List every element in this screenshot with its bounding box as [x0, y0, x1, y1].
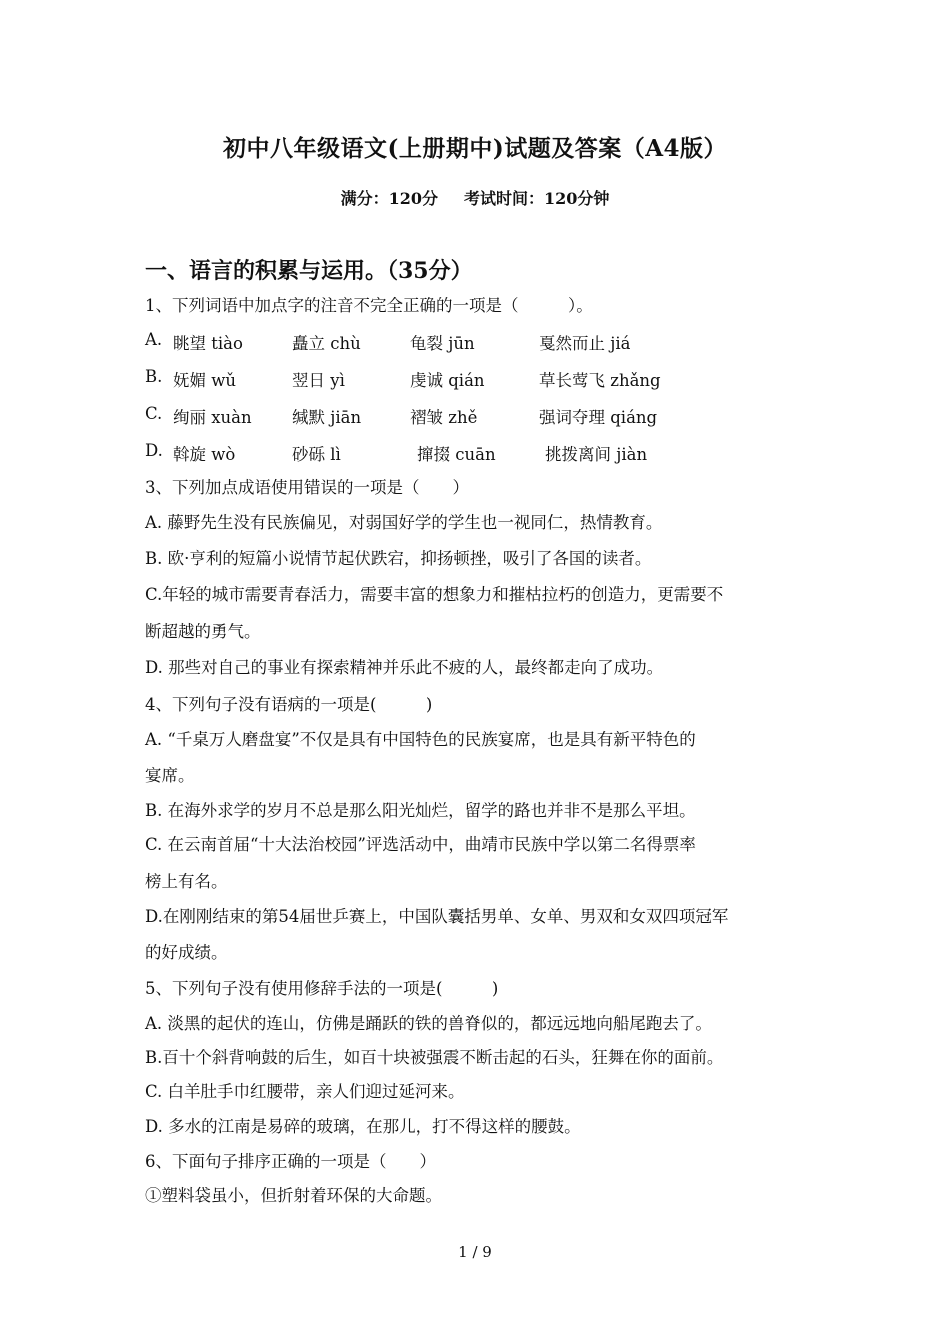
- q5-option-c: C. 白羊肚手巾红腰带，亲人们迎过延河来。: [145, 1082, 465, 1101]
- q4-option-a-line1: A. “千桌万人磨盘宴”不仅是具有中国特色的民族宴席，也是具有新平特色的: [145, 730, 696, 749]
- q4-stem: 4、下列句子没有语病的一项是( ): [145, 695, 433, 714]
- option-item: 矗立 chù: [292, 334, 361, 353]
- option-letter: B.: [145, 367, 163, 386]
- q5-option-d: D. 多水的江南是易碎的玻璃，在那儿，打不得这样的腰鼓。: [145, 1117, 581, 1136]
- q5-option-b: B.百十个斜背响鼓的后生，如百十块被强震不断击起的石头，狂舞在你的面前。: [145, 1048, 724, 1067]
- option-item: 撺掇 cuān: [417, 445, 496, 464]
- q3-stem: 3、下列加点成语使用错误的一项是（ ）: [145, 478, 469, 497]
- q3-option-c-line1: C.年轻的城市需要青春活力，需要丰富的想象力和摧枯拉朽的创造力，更需要不: [145, 585, 724, 604]
- q4-option-d-line2: 的好成绩。: [145, 943, 228, 962]
- option-item: 缄默 jiān: [292, 408, 362, 427]
- option-item: 翌日 yì: [292, 371, 345, 390]
- option-item: 虔诚 qián: [410, 371, 485, 390]
- page-number: 1 / 9: [458, 1243, 492, 1261]
- option-letter: A.: [145, 330, 163, 349]
- option-item: 眺望 tiào: [173, 334, 243, 353]
- q4-option-c-line2: 榜上有名。: [145, 872, 228, 891]
- q4-option-b: B. 在海外求学的岁月不总是那么阳光灿烂，留学的路也并非不是那么平坦。: [145, 801, 696, 820]
- exam-info: [0, 186, 950, 209]
- q1-option-b: [145, 367, 810, 393]
- q4-option-c-line1: C. 在云南首届“十大法治校园”评选活动中，曲靖市民族中学以第二名得票率: [145, 835, 696, 854]
- option-item: 挑拨离间 jiàn: [545, 445, 648, 464]
- option-item: 龟裂 jūn: [410, 334, 475, 353]
- q1-option-a: [145, 330, 810, 356]
- option-item: 草长莺飞 zhǎng: [539, 371, 661, 390]
- q6-item-1: ①塑料袋虽小，但折射着环保的大命题。: [145, 1186, 442, 1205]
- q1-option-c: [145, 404, 810, 430]
- option-item: 强词夺理 qiáng: [539, 408, 658, 427]
- q4-option-a-line2: 宴席。: [145, 766, 195, 785]
- q6-stem: 6、下面句子排序正确的一项是（ ）: [145, 1152, 436, 1171]
- page-title: 初中八年级语文(上册期中)试题及答案（A4版）: [222, 135, 728, 162]
- q1-option-d: [145, 441, 810, 467]
- option-item: 妩媚 wǔ: [173, 371, 236, 390]
- q3-option-d: D. 那些对自己的事业有探索精神并乐此不疲的人，最终都走向了成功。: [145, 658, 664, 677]
- q3-option-b: B. 欧·亨利的短篇小说情节起伏跌宕，抑扬顿挫，吸引了各国的读者。: [145, 549, 652, 568]
- q3-option-a: A. 藤野先生没有民族偏见，对弱国好学的学生也一视同仁，热情教育。: [145, 513, 663, 532]
- exam-time: 考试时间：120分钟: [464, 189, 610, 208]
- option-letter: C.: [145, 404, 163, 423]
- option-item: 戛然而止 jiá: [539, 334, 631, 353]
- option-item: 绚丽 xuàn: [173, 408, 252, 427]
- option-item: 斡旋 wò: [173, 445, 236, 464]
- q4-option-d-line1: D.在刚刚结束的第54届世乒赛上，中国队囊括男单、女单、男双和女双四项冠军: [145, 907, 729, 926]
- option-item: 砂砾 lì: [292, 445, 341, 464]
- q5-stem: 5、下列句子没有使用修辞手法的一项是( ): [145, 979, 499, 998]
- q5-option-a: A. 淡黑的起伏的连山，仿佛是踊跃的铁的兽脊似的，都远远地向船尾跑去了。: [145, 1014, 712, 1033]
- q3-option-c-line2: 断超越的勇气。: [145, 622, 261, 641]
- full-score: 满分：120分: [340, 189, 438, 208]
- section-heading: 一、语言的积累与运用。（35分）: [145, 258, 473, 284]
- option-item: 褶皱 zhě: [410, 408, 478, 427]
- q1-stem: 1、下列词语中加点字的注音不完全正确的一项是（ ）。: [145, 296, 593, 315]
- option-letter: D.: [145, 441, 163, 460]
